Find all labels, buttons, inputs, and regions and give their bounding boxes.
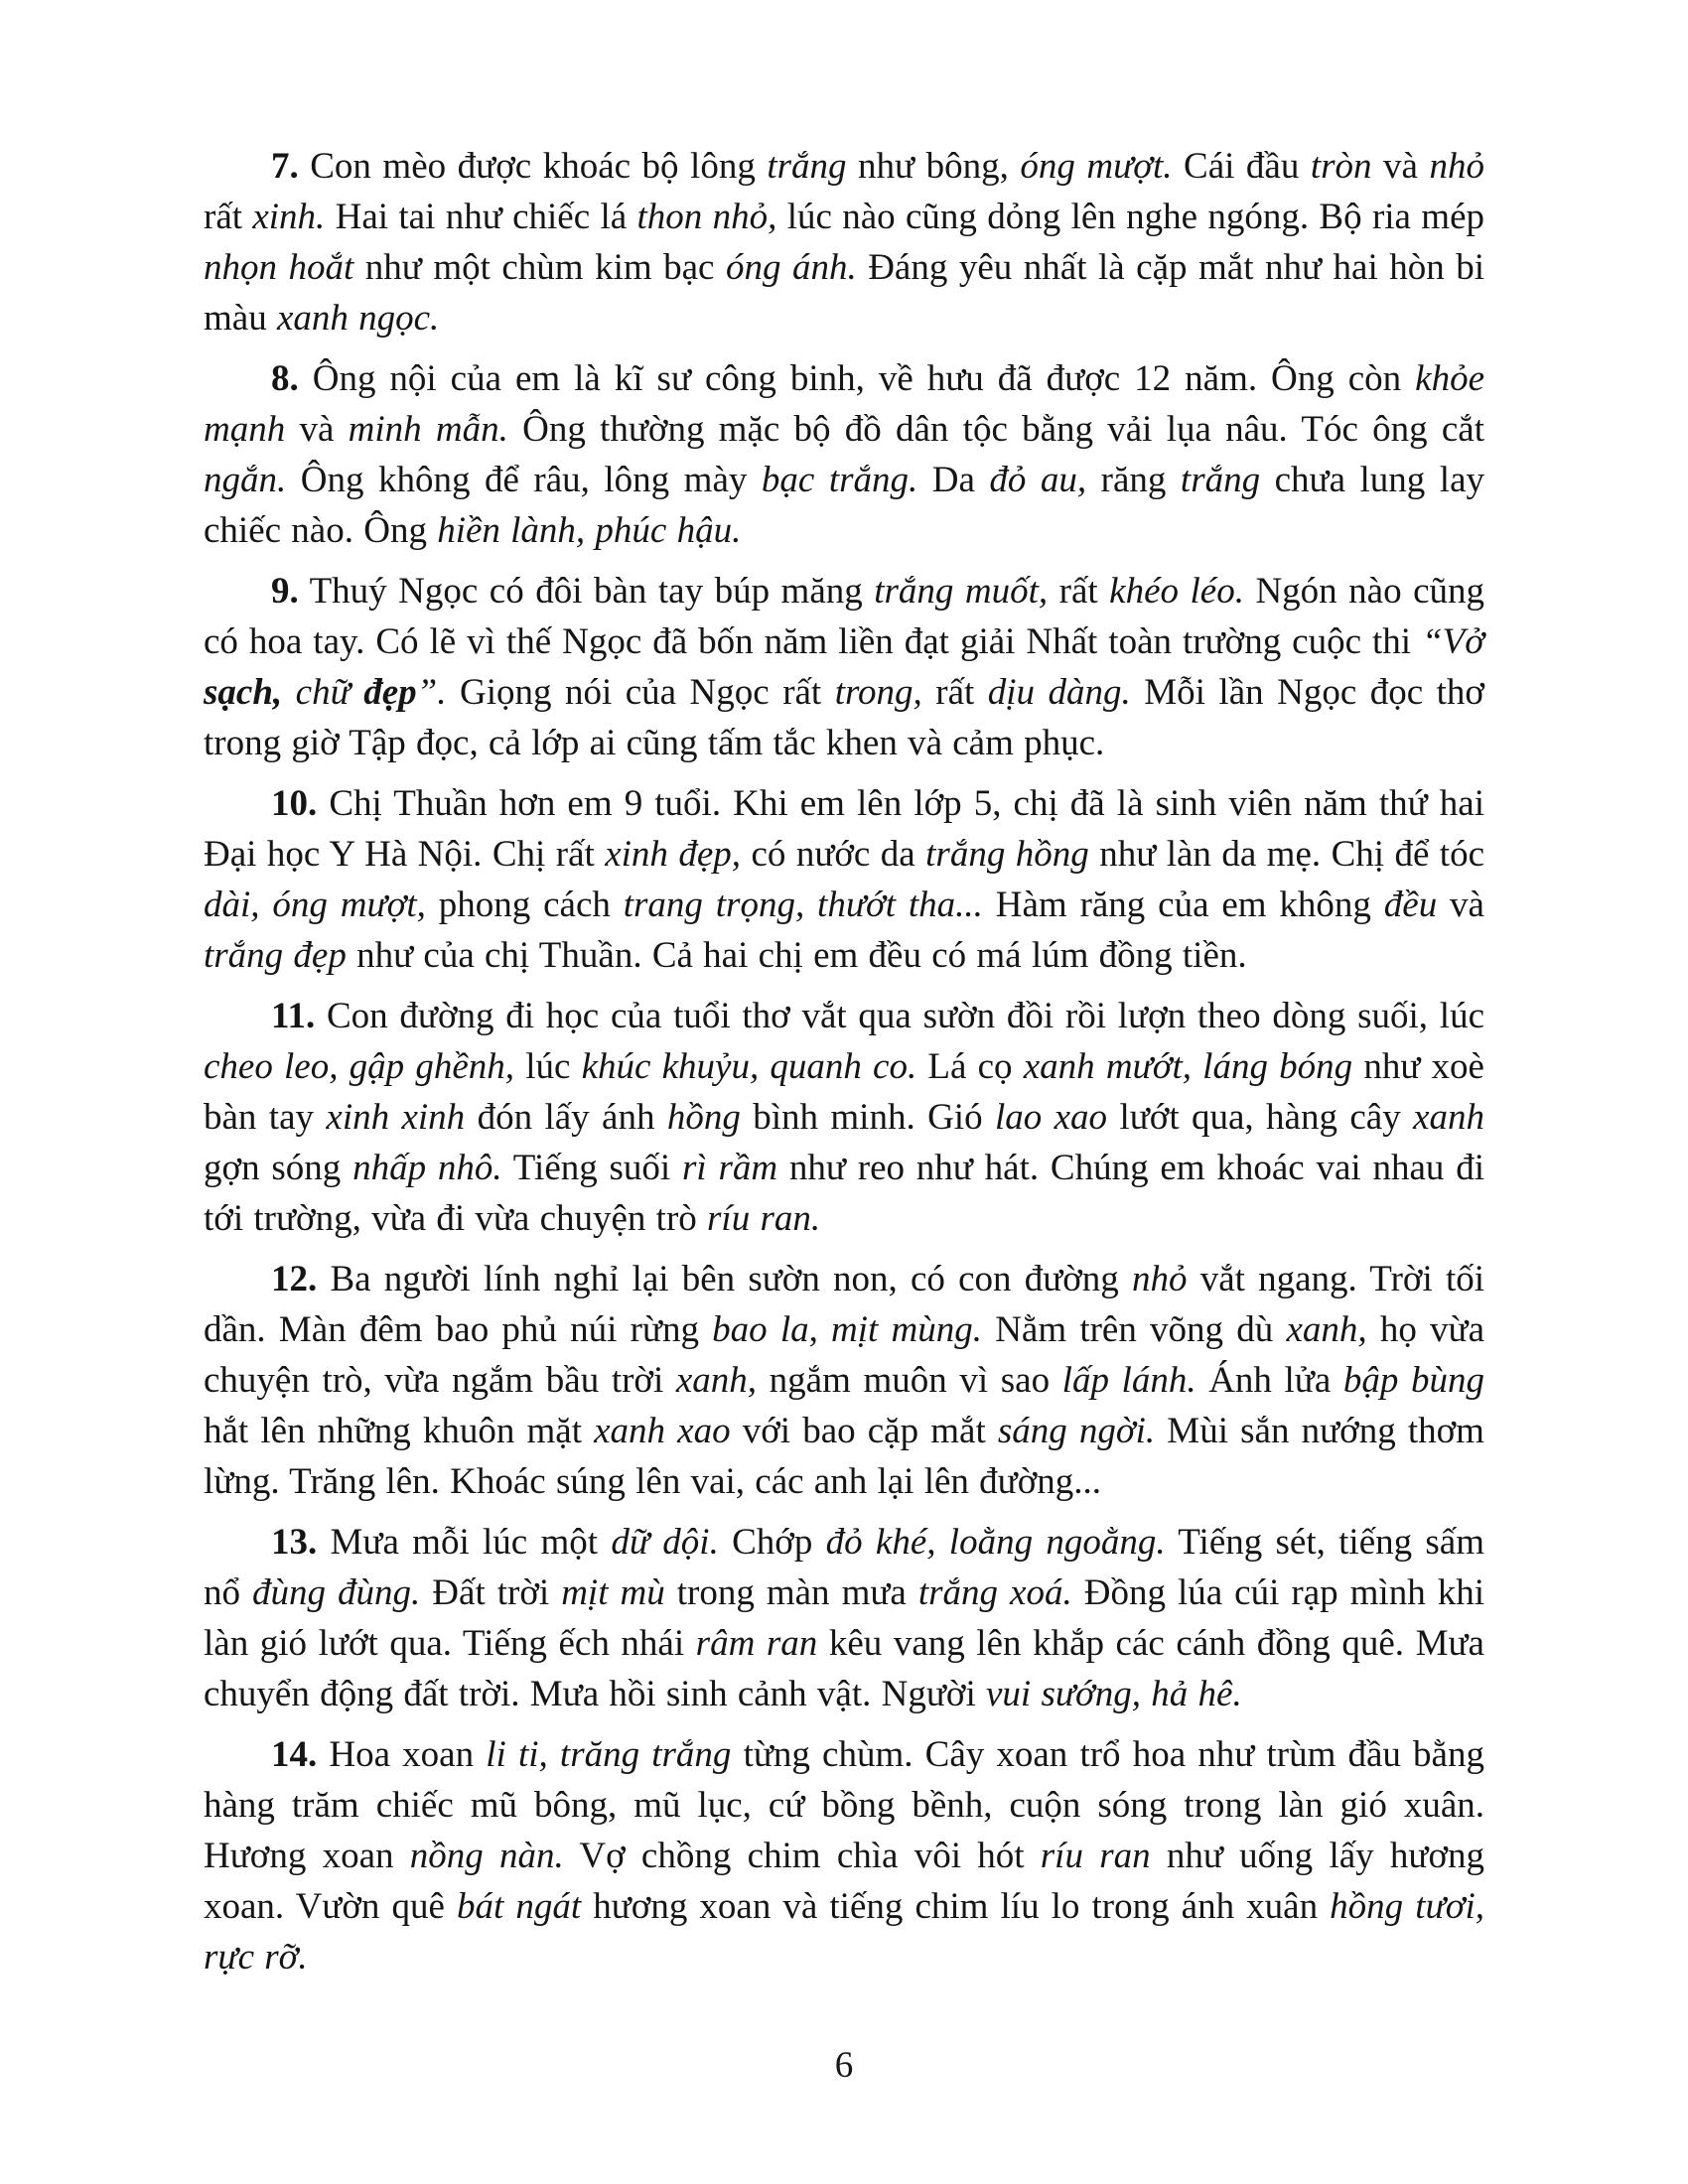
paragraph (204, 141, 1484, 343)
text-run: và (1371, 146, 1430, 187)
emphasized-text: hiền lành, phúc hậu. (437, 510, 742, 551)
text-run: Ánh lửa (1196, 1360, 1343, 1401)
emphasized-text: chữ (282, 672, 364, 713)
text-run: Hoa xoan (317, 1734, 487, 1775)
emphasized-text: khỏe mạnh (204, 358, 1484, 450)
emphasized-text: trắng hồng (925, 834, 1089, 875)
text-run: Ngón nào cũng có hoa tay. Có lẽ vì thế Ngọc đã bốn năm liền đạt giải Nhất toàn trường cuộc thi (204, 571, 1484, 662)
text-run: hắt lên những khuôn mặt (204, 1411, 595, 1451)
emphasized-text: xanh, (675, 1360, 758, 1401)
text-run: Con đường đi học của tuổi thơ vắt qua sườn đồi rồi lượn theo dòng suối, lúc (315, 996, 1484, 1036)
text-run: vắt ngang. Trời tối dần. Màn đêm bao phủ núi rừng (204, 1259, 1485, 1350)
emphasized-text: hồng tươi, rực rỡ. (204, 1886, 1484, 1978)
emphasized-text: xanh, (1286, 1309, 1367, 1350)
text-run: bình minh. Gió (740, 1097, 995, 1138)
emphasized-text: lao xao (994, 1097, 1108, 1138)
emphasized-text: trong, (834, 672, 922, 713)
text-run: như một chùm kim bạc (353, 247, 726, 288)
text-run: Ba người lính nghỉ lại bên sườn non, có con đường (317, 1259, 1133, 1299)
text-run: chưa lung lay chiếc nào. Ông (204, 460, 1484, 551)
emphasized-text: trắng muốt, (874, 571, 1049, 612)
emphasized-text: xanh xao (594, 1411, 731, 1451)
text-run: Mưa mỗi lúc một (317, 1522, 612, 1563)
paragraph-number: 9. (271, 571, 299, 612)
emphasized-text: xinh xinh (326, 1097, 466, 1138)
emphasized-text: xinh đẹp, (605, 834, 742, 875)
text-run: như xoè bàn tay (204, 1046, 1484, 1138)
text-run: Chị Thuần hơn em 9 tuổi. Khi em lên lớp 5, chị đã là sinh viên năm thứ hai Đại học Y Hà Nội. Chị rất (204, 783, 1484, 875)
paragraph-number: 8. (271, 358, 299, 399)
text-run: như uống lấy hương xoan. Vườn quê (204, 1836, 1485, 1927)
emphasized-text: trắng (767, 146, 847, 187)
paragraph (204, 353, 1484, 556)
document-body (204, 141, 1484, 1982)
emphasized-text: li ti, trăng trắng (486, 1734, 732, 1775)
emphasized-text: óng ánh. (725, 247, 857, 288)
emphasized-text: râm ran (695, 1623, 818, 1664)
text-run: gợn sóng (204, 1148, 353, 1188)
paragraph (204, 1517, 1484, 1719)
text-run: Da (917, 460, 990, 500)
text-run: lúc (514, 1046, 582, 1087)
emphasized-text: nhọn hoắt (204, 247, 354, 288)
text-run: Đất trời (420, 1572, 562, 1613)
emphasized-text: trang trọng, thướt tha... (623, 885, 983, 925)
page-number: 6 (834, 2045, 854, 2086)
text-run: Mùi sắn nướng thơm lừng. Trăng lên. Khoác súng lên vai, các anh lại lên đường... (204, 1411, 1484, 1502)
text-run: răng (1086, 460, 1181, 500)
emphasized-text: rì rầm (682, 1148, 778, 1188)
paragraph (204, 778, 1484, 981)
text-run: Lá cọ (916, 1046, 1024, 1087)
emphasized-text: đẹp (363, 672, 417, 713)
paragraph-number: 11. (271, 996, 316, 1036)
text-run: như làn da mẹ. Chị để tóc (1088, 834, 1485, 875)
emphasized-text: bập bùng (1342, 1360, 1484, 1401)
text-run: Nằm trên võng dù (982, 1309, 1287, 1350)
emphasized-text: xanh ngọc. (276, 298, 440, 339)
emphasized-text: nhỏ (1429, 146, 1484, 187)
text-run: Ông không để râu, lông mày (286, 460, 762, 500)
emphasized-text: bao la, mịt mùng. (712, 1309, 983, 1350)
emphasized-text: ngắn. (204, 460, 287, 500)
text-run: lúc nào cũng dỏng lên nghe ngóng. Bộ ria mép (776, 197, 1484, 237)
paragraph (204, 1729, 1484, 1982)
text-run: Giọng nói của Ngọc rất (446, 672, 835, 713)
emphasized-text: nhấp nhô. (352, 1148, 502, 1188)
text-run: Vợ chồng chim chìa vôi hót (563, 1836, 1041, 1876)
text-run: như của chị Thuần. Cả hai chị em đều có má lúm đồng tiền. (346, 935, 1247, 976)
emphasized-text: đỏ au, (989, 460, 1087, 500)
text-run: từng chùm. Cây xoan trổ hoa như trùm đầu bằng hàng trăm chiếc mũ bông, mũ lục, cứ bồng bềnh, cuộn sóng trong làn gió xuân. Hương xoan (204, 1734, 1484, 1876)
emphasized-text: dữ dội. (611, 1522, 719, 1563)
text-run: rất (1048, 571, 1110, 612)
text-run: ngắm muôn vì sao (757, 1360, 1062, 1401)
emphasized-text: xanh mướt, láng bóng (1023, 1046, 1353, 1087)
paragraph (204, 566, 1484, 768)
text-run: Chớp (718, 1522, 826, 1563)
text-run: Tiếng suối (501, 1148, 683, 1188)
emphasized-text: khúc khuỷu, quanh co. (581, 1046, 917, 1087)
emphasized-text: khéo léo. (1109, 571, 1244, 612)
emphasized-text: thon nhỏ, (636, 197, 777, 237)
text-run: Hai tai như chiếc lá (325, 197, 637, 237)
emphasized-text: đùng đùng. (252, 1572, 421, 1613)
emphasized-text: đỏ khé, loằng ngoằng. (825, 1522, 1166, 1563)
paragraph (204, 991, 1484, 1244)
emphasized-text: xanh (1413, 1097, 1485, 1138)
text-run: Hàm răng của em không (982, 885, 1384, 925)
text-run: và (285, 409, 349, 450)
emphasized-text: “Vở (1422, 621, 1484, 662)
paragraph (204, 1254, 1484, 1507)
emphasized-text: trắng đẹp (204, 935, 347, 976)
emphasized-text: sạch, (204, 672, 283, 713)
emphasized-text: lấp lánh. (1061, 1360, 1196, 1401)
paragraph-number: 14. (271, 1734, 318, 1775)
text-run: như reo như hát. Chúng em khoác vai nhau đi tới trường, vừa đi vừa chuyện trò (204, 1148, 1484, 1239)
emphasized-text: sáng ngời. (997, 1411, 1156, 1451)
text-run: Con mèo được khoác bộ lông (298, 146, 768, 187)
text-run: Đồng lúa cúi rạp mình khi làn gió lướt qua. Tiếng ếch nhái (204, 1572, 1485, 1664)
emphasized-text: bạc trắng. (761, 460, 918, 500)
paragraph-number: 7. (271, 146, 299, 187)
emphasized-text: trắng (1180, 460, 1261, 500)
emphasized-text: hồng (666, 1097, 741, 1138)
text-run: lướt qua, hàng cây (1107, 1097, 1414, 1138)
text-run: hương xoan và tiếng chim líu lo trong ánh xuân (581, 1886, 1331, 1927)
paragraph-number: 13. (271, 1522, 318, 1563)
emphasized-text: tròn (1310, 146, 1372, 187)
text-run: Thuý Ngọc có đôi bàn tay búp măng (298, 571, 875, 612)
paragraph-number: 12. (271, 1259, 318, 1299)
text-run: có nước da (741, 834, 926, 875)
text-run: Cái đầu (1172, 146, 1311, 187)
emphasized-text: dịu dàng. (987, 672, 1131, 713)
text-run: họ vừa chuyện trò, vừa ngắm bầu trời (204, 1309, 1484, 1401)
emphasized-text: ”. (416, 672, 447, 713)
text-run: đón lấy ánh (465, 1097, 667, 1138)
emphasized-text: đều (1383, 885, 1438, 925)
text-run: Ông nội của em là kĩ sư công binh, về hưu đã được 12 năm. Ông còn (298, 358, 1416, 399)
emphasized-text: minh mẫn. (348, 409, 508, 450)
emphasized-text: mịt mù (561, 1572, 665, 1613)
emphasized-text: xinh. (252, 197, 326, 237)
emphasized-text: trắng xoá. (917, 1572, 1072, 1613)
emphasized-text: nhỏ (1132, 1259, 1188, 1299)
text-run: kêu vang lên khắp các cánh đồng quê. Mưa chuyển động đất trời. Mưa hồi sinh cảnh vật. Người (204, 1623, 1484, 1714)
emphasized-text: óng mượt. (1020, 146, 1173, 187)
emphasized-text: vui sướng, hả hê. (986, 1674, 1242, 1714)
emphasized-text: dài, óng mượt, (204, 885, 426, 925)
text-run: Tiếng sét, tiếng sấm nổ (204, 1522, 1485, 1613)
emphasized-text: nồng nàn. (409, 1836, 564, 1876)
text-run: như bông, (846, 146, 1021, 187)
text-run: phong cách (425, 885, 624, 925)
text-run: trong màn mưa (664, 1572, 918, 1613)
text-run: rất (204, 197, 253, 237)
emphasized-text: cheo leo, gập ghềnh, (204, 1046, 515, 1087)
text-run: với bao cặp mắt (730, 1411, 998, 1451)
page-footer (204, 2040, 1484, 2091)
text-run: Mỗi lần Ngọc đọc thơ trong giờ Tập đọc, cả lớp ai cũng tấm tắc khen và cảm phục. (204, 672, 1484, 763)
text-run: rất (921, 672, 988, 713)
paragraph-number: 10. (271, 783, 318, 824)
text-run: Đáng yêu nhất là cặp mắt như hai hòn bi màu (204, 247, 1484, 339)
text-run: và (1437, 885, 1484, 925)
emphasized-text: ríu ran (1040, 1836, 1151, 1876)
emphasized-text: bát ngát (457, 1886, 582, 1927)
text-run: Ông thường mặc bộ đồ dân tộc bằng vải lụa nâu. Tóc ông cắt (507, 409, 1484, 450)
emphasized-text: ríu ran. (707, 1198, 821, 1239)
